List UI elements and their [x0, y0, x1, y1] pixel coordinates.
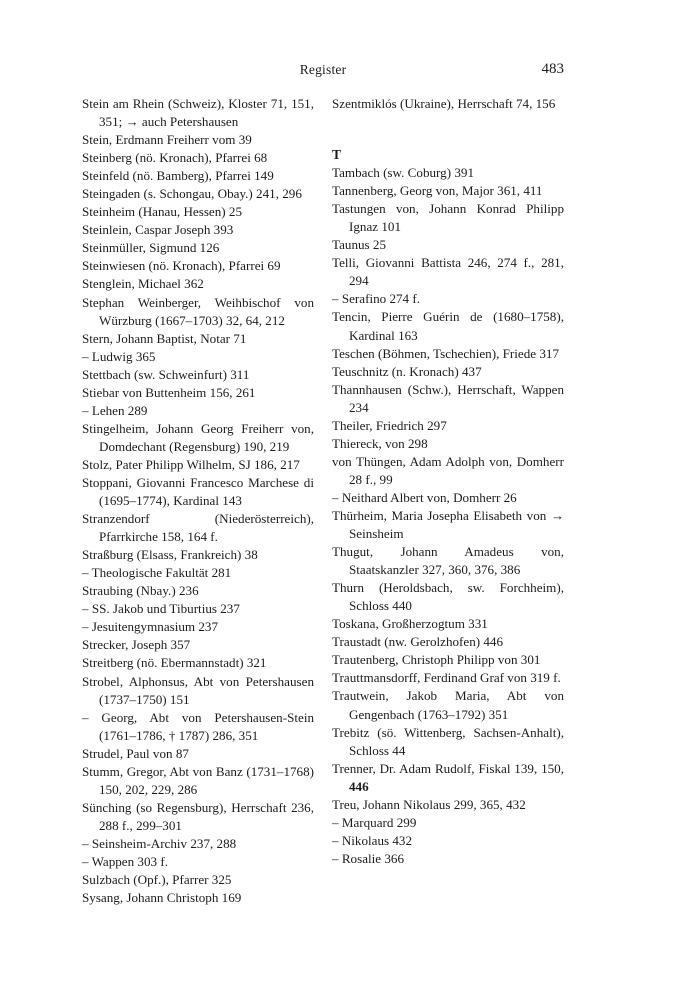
index-entry: Strobel, Alphonsus, Abt von Petershausen (1737–1750) 151	[82, 673, 314, 707]
index-entry: Stettbach (sw. Schweinfurt) 311	[82, 366, 250, 382]
index-entry: Tannenberg, Georg von, Major 361, 411	[332, 183, 543, 199]
index-column-left	[82, 95, 314, 907]
index-entry: Stein, Erdmann Freiherr vom 39	[82, 132, 252, 148]
index-entry: Steinwiesen (nö. Kronach), Pfarrei 69	[82, 258, 281, 274]
index-entry: Teuschnitz (n. Kronach) 437	[332, 363, 482, 379]
index-entry: Trauttmansdorff, Ferdinand Graf von 319 f.	[332, 670, 561, 686]
index-entry: Tastungen von, Johann Konrad Philipp Ignaz 101	[332, 201, 564, 235]
index-entry: Steingaden (s. Schongau, Obay.) 241, 296	[82, 186, 302, 202]
index-entry: Sulzbach (Opf.), Pfarrer 325	[82, 872, 232, 888]
index-entry: – Neithard Albert von, Domherr 26	[332, 489, 517, 505]
index-entry: Stein am Rhein (Schweiz), Kloster 71, 151, 351; → auch Petershausen	[82, 96, 314, 130]
index-entry: Streitberg (nö. Ebermannstadt) 321	[82, 655, 267, 671]
index-entry: – Georg, Abt von Petershausen-Stein (1761–1786, † 1787) 286, 351	[82, 709, 314, 743]
index-entry: Tencin, Pierre Guérin de (1680–1758), Kardinal 163	[332, 309, 564, 343]
index-entry: Stolz, Pater Philipp Wilhelm, SJ 186, 217	[82, 456, 300, 472]
index-entry: – Nikolaus 432	[332, 832, 413, 848]
index-entry: Tambach (sw. Coburg) 391	[332, 165, 474, 181]
index-entry: Steinmüller, Sigmund 126	[82, 240, 220, 256]
index-entry: Stranzendorf (Niederösterreich), Pfarrkirche 158, 164 f.	[82, 511, 314, 545]
index-entry: Traustadt (nw. Gerolzhofen) 446	[332, 634, 504, 650]
index-entry: Thürheim, Maria Josepha Elisabeth von → Seinsheim	[332, 507, 564, 542]
index-entry: – SS. Jakob und Tiburtius 237	[82, 601, 240, 617]
index-entry: Strecker, Joseph 357	[82, 637, 191, 653]
index-entry: Sysang, Johann Christoph 169	[82, 890, 242, 906]
index-entry: Trenner, Dr. Adam Rudolf, Fiskal 139, 150, 446	[332, 760, 564, 794]
index-entry: Szentmiklós (Ukraine), Herrschaft 74, 156	[332, 96, 556, 111]
index-entry: Thiereck, von 298	[332, 435, 428, 451]
index-entry: – Theologische Fakultät 281	[82, 565, 232, 581]
index-entry: Stephan Weinberger, Weihbischof von Würzburg (1667–1703) 32, 64, 212	[82, 294, 314, 328]
index-column-right	[332, 95, 564, 868]
index-entry: – Serafino 274 f.	[332, 291, 420, 307]
letter-heading: T	[332, 147, 342, 163]
index-entry: Thugut, Johann Amadeus von, Staatskanzler 327, 360, 376, 386	[332, 544, 564, 578]
running-title: Register	[299, 62, 347, 77]
index-entry: Steinlein, Caspar Joseph 393	[82, 222, 234, 238]
index-entry: – Wappen 303 f.	[82, 853, 168, 869]
index-entry: Stern, Johann Baptist, Notar 71	[82, 330, 247, 346]
index-entry: Straubing (Nbay.) 236	[82, 583, 199, 599]
index-entry: von Thüngen, Adam Adolph von, Domherr 28 f., 99	[332, 453, 564, 487]
index-entry: Steinheim (Hanau, Hessen) 25	[82, 204, 242, 220]
index-entry: – Seinsheim-Archiv 237, 288	[82, 835, 237, 851]
index-entry: Thurn (Heroldsbach, sw. Forchheim), Schloss 440	[332, 580, 564, 614]
index-entry: – Jesuitengymnasium 237	[82, 619, 219, 635]
index-entry: Stingelheim, Johann Georg Freiherr von, Domdechant (Regensburg) 190, 219	[82, 420, 314, 454]
page-number: 483	[541, 61, 564, 77]
index-entry: Stenglein, Michael 362	[82, 276, 204, 292]
index-entry: Trautwein, Jakob Maria, Abt von Gengenbach (1763–1792) 351	[332, 688, 564, 722]
index-entry: Trautenberg, Christoph Philipp von 301	[332, 652, 541, 668]
index-entry: Telli, Giovanni Battista 246, 274 f., 281, 294	[332, 255, 564, 289]
index-entry: Stiebar von Buttenheim 156, 261	[82, 384, 256, 400]
index-entry: – Marquard 299	[332, 814, 417, 830]
index-entry: Treu, Johann Nikolaus 299, 365, 432	[332, 796, 526, 812]
index-entry: – Rosalie 366	[332, 850, 405, 866]
index-entry: Strudel, Paul von 87	[82, 745, 189, 761]
index-entry: Steinfeld (nö. Bamberg), Pfarrei 149	[82, 168, 274, 184]
index-entry: Toskana, Großherzogtum 331	[332, 616, 488, 632]
index-entry: Stumm, Gregor, Abt von Banz (1731–1768) 150, 202, 229, 286	[82, 763, 314, 797]
index-entry: Steinberg (nö. Kronach), Pfarrei 68	[82, 150, 268, 166]
index-entry: Stoppani, Giovanni Francesco Marchese di (1695–1774), Kardinal 143	[82, 474, 314, 509]
index-entry: Teschen (Böhmen, Tschechien), Friede 317	[332, 345, 559, 361]
index-entry: – Lehen 289	[82, 402, 148, 418]
index-entry: – Ludwig 365	[82, 348, 156, 364]
index-entry: Taunus 25	[332, 237, 386, 253]
index-entry: Trebitz (sö. Wittenberg, Sachsen-Anhalt), Schloss 44	[332, 724, 564, 758]
index-entry: Thannhausen (Schw.), Herrschaft, Wappen 234	[332, 381, 564, 415]
index-entry: Theiler, Friedrich 297	[332, 417, 447, 433]
running-head	[0, 62, 700, 80]
index-entry: Sünching (so Regensburg), Herrschaft 236, 288 f., 299–301	[82, 799, 314, 833]
index-entry: Straßburg (Elsass, Frankreich) 38	[82, 547, 258, 563]
